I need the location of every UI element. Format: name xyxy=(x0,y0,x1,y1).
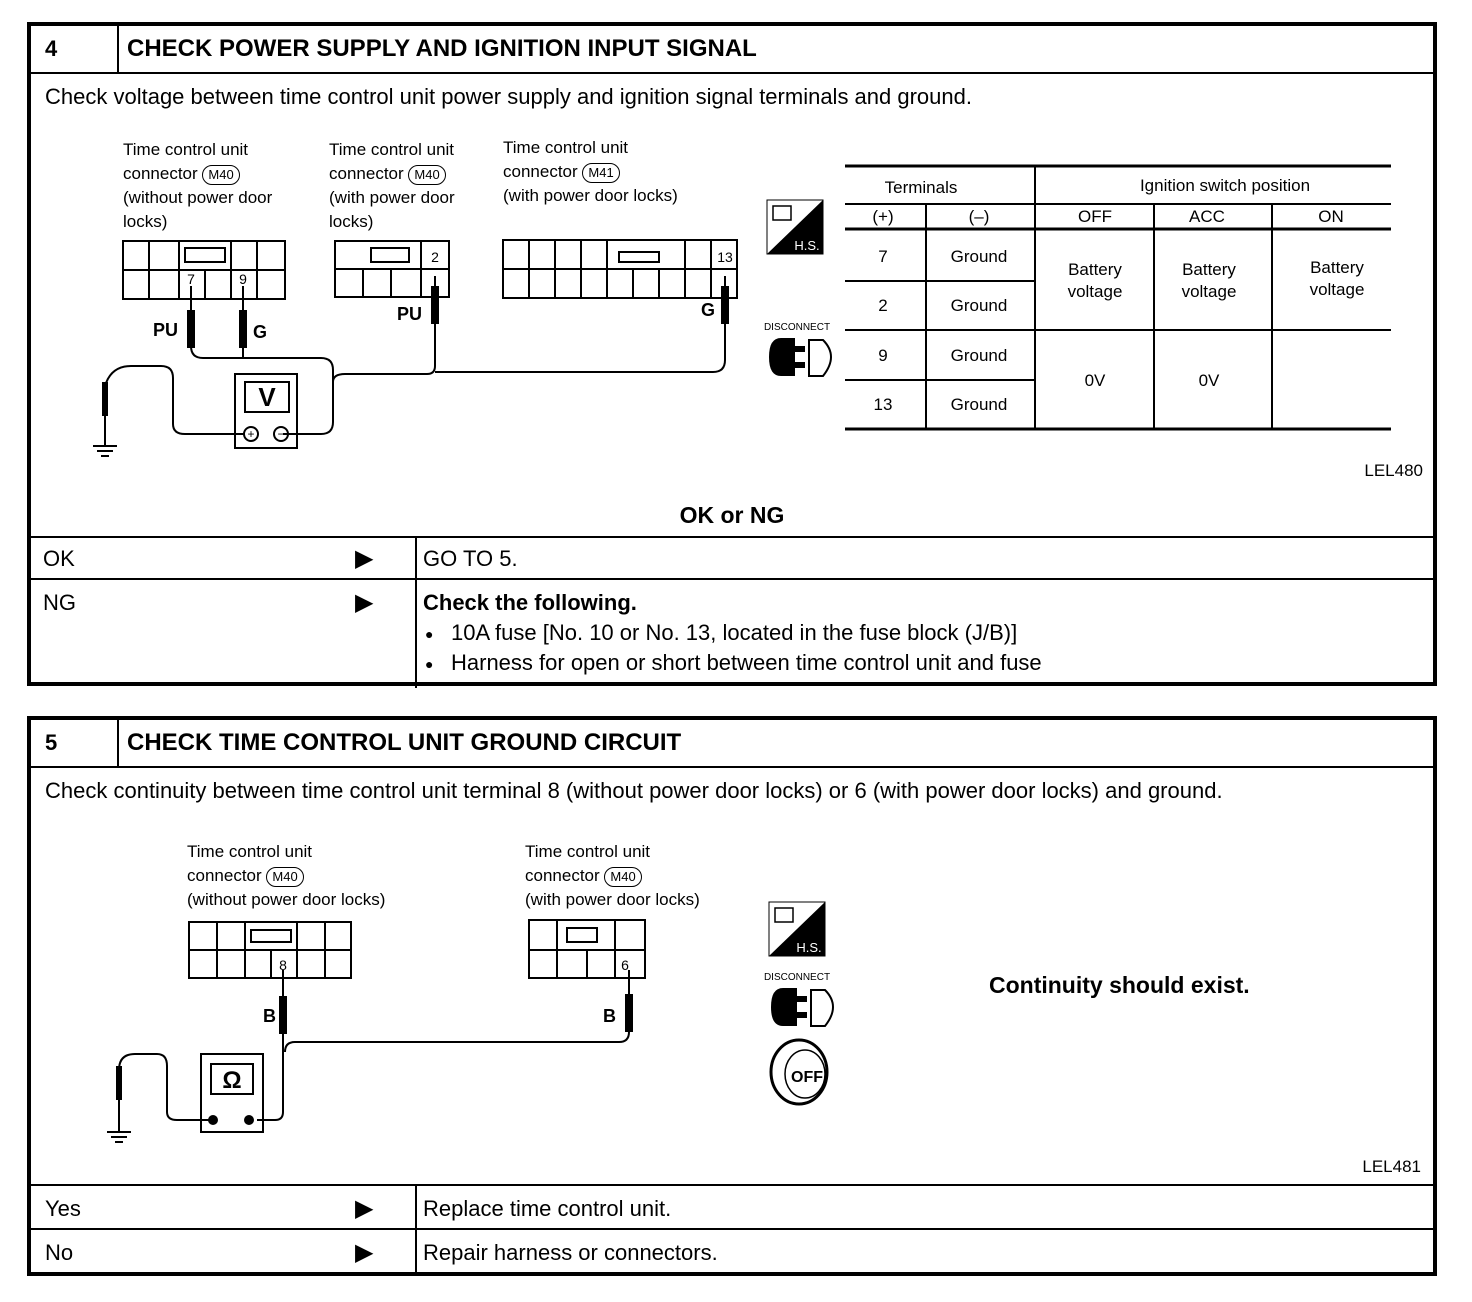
svg-text:0V: 0V xyxy=(1084,371,1106,390)
ok-or-ng-prompt: OK or NG xyxy=(679,502,785,528)
wire-color-b: B xyxy=(263,1006,276,1026)
ng-action-title: Check the following. xyxy=(423,590,637,615)
svg-text:voltage: voltage xyxy=(1067,282,1123,301)
arrow-right-icon: ▶ xyxy=(355,589,374,616)
svg-text:H.S.: H.S. xyxy=(796,940,822,955)
step-number: 4 xyxy=(31,26,119,72)
figure-code: LEL480 xyxy=(1364,461,1423,480)
svg-text:DISCONNECT: DISCONNECT xyxy=(763,322,831,333)
connector-code-badge: M41 xyxy=(582,163,619,183)
ng-check-item: ● Harness for open or short between time control unit and fuse xyxy=(451,650,1042,676)
svg-text:Ground: Ground xyxy=(950,395,1008,414)
svg-text:Battery: Battery xyxy=(1310,258,1364,277)
svg-text:Battery: Battery xyxy=(1182,260,1236,279)
svg-text:(+): (+) xyxy=(872,207,894,226)
connector-label-2: Time control unit connector M40 (with power door locks) xyxy=(525,842,700,909)
svg-text:+: + xyxy=(247,427,255,441)
step-4-panel xyxy=(27,22,1437,686)
connector-code-badge: M40 xyxy=(202,165,239,185)
arrow-right-icon: ▶ xyxy=(355,545,374,572)
hs-icon xyxy=(769,902,825,956)
terminal-2-label: 2 xyxy=(431,249,439,265)
svg-text:ACC: ACC xyxy=(1189,207,1225,226)
connector-label-1: Time control unit connector M40 (without power door locks) xyxy=(123,140,273,231)
wire-color-b: B xyxy=(603,1006,616,1026)
svg-text:7: 7 xyxy=(878,247,888,266)
svg-text:Ground: Ground xyxy=(950,296,1008,315)
step-instruction: Check voltage between time control unit power supply and ignition signal terminals and ground. xyxy=(45,84,972,109)
figure-code: LEL481 xyxy=(1362,1157,1421,1176)
ok-action: GO TO 5. xyxy=(423,546,518,571)
step-5-panel xyxy=(27,716,1437,1276)
terminal-9-label: 9 xyxy=(239,271,247,287)
svg-text:OFF: OFF xyxy=(1078,207,1112,226)
yes-label: Yes xyxy=(45,1196,81,1221)
wire-color-g: G xyxy=(701,300,716,320)
voltage-spec-table xyxy=(31,26,1433,496)
svg-text:DISCONNECT: DISCONNECT xyxy=(763,972,831,983)
ignition-off-icon xyxy=(771,1040,827,1104)
disconnect-icon xyxy=(764,972,833,1026)
svg-text:Ignition switch position: Ignition switch position xyxy=(1139,176,1311,195)
ok-label: OK xyxy=(43,546,75,571)
svg-text:Ground: Ground xyxy=(950,247,1008,266)
svg-text:ON: ON xyxy=(1318,207,1344,226)
svg-text:Ground: Ground xyxy=(950,346,1008,365)
no-label: No xyxy=(45,1240,74,1265)
svg-text:voltage: voltage xyxy=(1181,282,1237,301)
continuity-note: Continuity should exist. xyxy=(989,972,1250,998)
connector-code-badge: M40 xyxy=(604,867,641,887)
step-title: CHECK POWER SUPPLY AND IGNITION INPUT SIGNAL xyxy=(127,35,757,62)
svg-text:13: 13 xyxy=(873,395,893,414)
terminal-6-label: 6 xyxy=(621,957,629,973)
connector-label-1: Time control unit connector M40 (without power door locks) xyxy=(187,842,386,909)
voltmeter-symbol: V xyxy=(258,382,276,412)
ng-check-item: ● 10A fuse [No. 10 or No. 13, located in the fuse block (J/B)] xyxy=(451,620,1017,646)
terminal-8-label: 8 xyxy=(279,957,287,973)
connector-code-badge: M40 xyxy=(266,867,303,887)
step-number: 5 xyxy=(31,720,119,766)
yes-action: Replace time control unit. xyxy=(423,1196,672,1221)
wire-color-pu: PU xyxy=(153,320,179,340)
terminal-13-label: 13 xyxy=(717,249,733,265)
terminal-7-label: 7 xyxy=(187,271,195,287)
connector-label-3: Time control unit connector M41 (with power door locks) xyxy=(503,138,678,205)
svg-text:Terminals: Terminals xyxy=(884,178,958,197)
svg-text:voltage: voltage xyxy=(1309,280,1365,299)
svg-text:0V: 0V xyxy=(1198,371,1220,390)
svg-text:−: − xyxy=(277,427,285,441)
svg-text:(–): (–) xyxy=(968,207,990,226)
svg-text:2: 2 xyxy=(878,296,888,315)
no-action: Repair harness or connectors. xyxy=(423,1240,718,1265)
continuity-check-diagram xyxy=(31,720,1433,1190)
svg-text:OFF: OFF xyxy=(791,1069,823,1086)
arrow-right-icon: ▶ xyxy=(355,1195,374,1222)
wire-color-pu: PU xyxy=(397,304,423,324)
connector-label-2: Time control unit connector M40 (with power door locks) xyxy=(329,140,455,231)
svg-text:H.S.: H.S. xyxy=(794,238,820,253)
step-instruction: Check continuity between time control unit terminal 8 (without power door locks) or 6 (with power door locks) and ground. xyxy=(45,778,1223,803)
ng-label: NG xyxy=(43,590,76,615)
ohmmeter-symbol: Ω xyxy=(222,1067,242,1094)
step-title: CHECK TIME CONTROL UNIT GROUND CIRCUIT xyxy=(127,729,682,756)
arrow-right-icon: ▶ xyxy=(355,1239,374,1266)
connector-code-badge: M40 xyxy=(408,165,445,185)
svg-text:Battery: Battery xyxy=(1068,260,1122,279)
wire-color-g: G xyxy=(253,322,268,342)
svg-text:9: 9 xyxy=(878,346,888,365)
